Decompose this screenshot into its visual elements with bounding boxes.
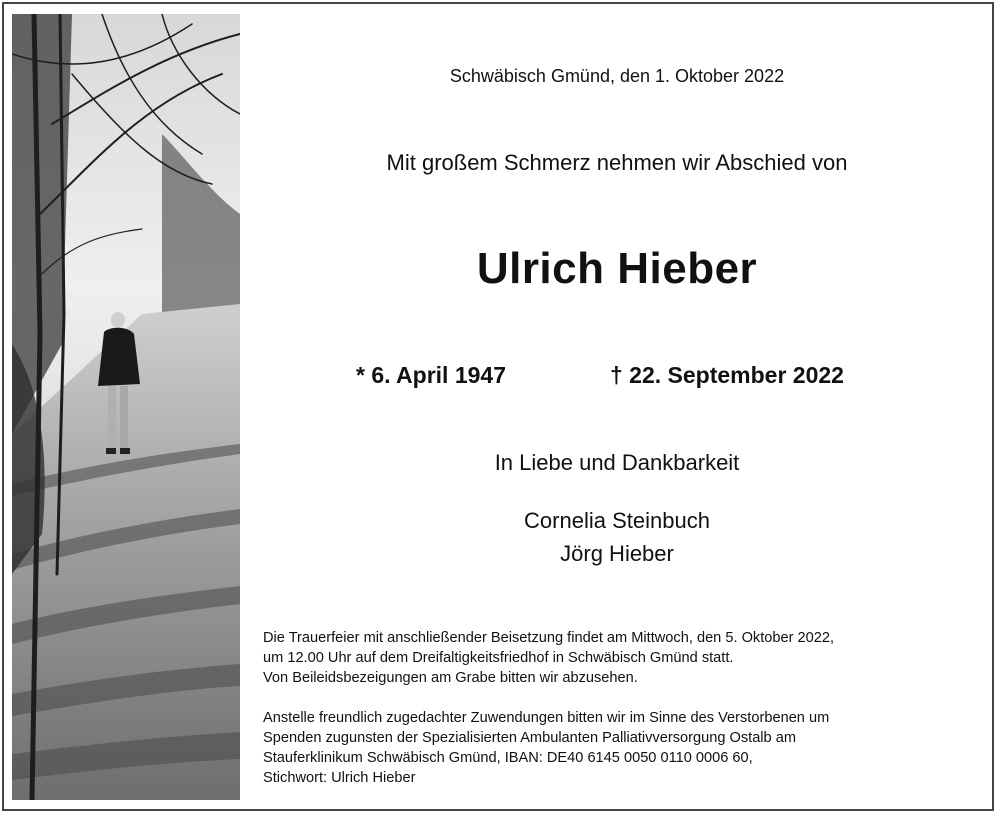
birth-date: * 6. April 1947 — [356, 362, 507, 388]
signer-name: Jörg Hieber — [560, 541, 674, 566]
donation-notice — [263, 708, 983, 788]
funeral-notice — [263, 628, 983, 688]
deceased-name: Ulrich Hieber — [476, 244, 758, 293]
closing-phrase: In Liebe und Dankbarkeit — [494, 450, 740, 475]
death-date: † 22. September 2022 — [610, 362, 844, 388]
signer-name: Cornelia Steinbuch — [524, 508, 710, 533]
donation-notice-line: Anstelle freundlich zugedachter Zuwendungen bitten wir im Sinne des Verstorbenen um — [263, 710, 830, 726]
funeral-notice-line: Von Beileidsbezeigungen am Grabe bitten wir abzusehen. — [263, 670, 638, 686]
donation-notice-line: Stichwort: Ulrich Hieber — [263, 770, 416, 786]
memorial-photo — [12, 14, 240, 800]
donation-notice-line: Stauferklinikum Schwäbisch Gmünd, IBAN: DE40 6145 0050 0110 0006 60, — [263, 750, 753, 766]
walker-on-forest-path-photo — [12, 14, 240, 800]
funeral-notice-line: Die Trauerfeier mit anschließender Beisetzung findet am Mittwoch, den 5. Oktober 2022, — [263, 630, 835, 646]
obituary-text-column — [240, 0, 994, 817]
funeral-notice-line: um 12.00 Uhr auf dem Dreifaltigkeitsfriedhof in Schwäbisch Gmünd statt. — [263, 650, 734, 666]
donation-notice-line: Spenden zugunsten der Spezialisierten Ambulanten Palliativversorgung Ostalb am — [263, 730, 796, 746]
intro-line: Mit großem Schmerz nehmen wir Abschied von — [386, 150, 848, 175]
place-date: Schwäbisch Gmünd, den 1. Oktober 2022 — [449, 66, 785, 86]
